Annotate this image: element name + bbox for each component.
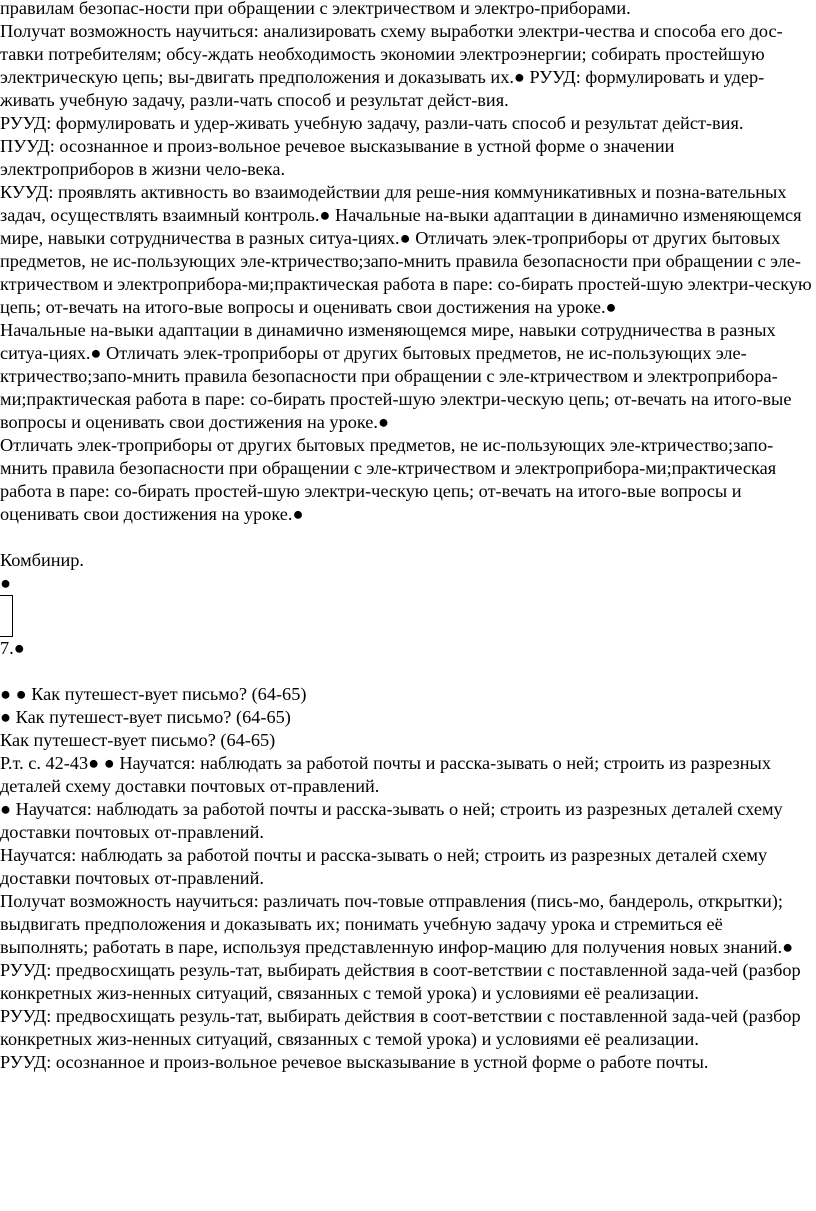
paragraph: РУУД: предвосхищать резуль-тат, выбирать действия в соот-ветствии с поставленной зада-чей (разбор конкретных жиз-ненных ситуаций, связанных с темой урока) и условиями её реализации. [0, 1006, 801, 1049]
lesson-type: Комбинир. [0, 550, 85, 570]
paragraph: РУУД: осознанное и произ-вольное речевое высказывание в устной форме о работе почты. [0, 1052, 709, 1072]
paragraph: Получат возможность научиться: различать поч-товые отправления (пись-мо, бандероль, открытки); выдвигать предположения и доказывать их; понимать учебную задачу урока и стремиться её выполнять; работать в паре, используя представленную инфор-мацию для получения новых знаний.● РУУД: предвосхищать резуль-тат, выбирать действия в соот-ветствии с поставленной зада-чей (разбор конкретных жиз-ненных ситуаций, связанных с темой урока) и условиями её реализации. [0, 891, 801, 1003]
paragraph: ● Научатся: наблюдать за работой почты и расска-зывать о ней; строить из разрезных деталей схему доставки почтовых от-правлений. [0, 799, 783, 842]
paragraph: Начальные на-выки адаптации в динамично изменяющемся мире, навыки сотрудничества в разных ситуа-циях.● Отличать элек-троприборы от других бытовых предметов, не ис-пользующих эле-ктричество;запо-мнить правила безопасности при обращении с эле-ктричеством и электроприбора-ми;практическая работа в паре: со-бирать простей-шую электри-ческую цепь; от-вечать на итого-вые вопросы и оценивать свои достижения на уроке.● [0, 320, 792, 432]
bullet-marker: ● [0, 573, 12, 593]
paragraph: Научатся: наблюдать за работой почты и расска-зывать о ней; строить из разрезных деталей схему доставки почтовых от-правлений. [0, 845, 768, 888]
lesson-number: 7.● [0, 638, 25, 658]
topic-line: ● Как путешест-вует письмо? (64-65) [0, 707, 291, 727]
paragraph: РУУД: формулировать и удер-живать учебную задачу, разли-чать способ и результат дейст-вия. [0, 113, 744, 133]
blank-line [0, 526, 812, 549]
table-cell-fragment [0, 595, 13, 637]
topic-line: ● ● Как путешест-вует письмо? (64-65) [0, 684, 307, 704]
paragraph: Р.т. с. 42-43● ● Научатся: наблюдать за работой почты и расска-зывать о ней; строить из разрезных деталей схему доставки почтовых от-правлений. [0, 753, 771, 796]
paragraph: ПУУД: осознанное и произ-вольное речевое высказывание в устной форме о значении электроприборов в жизни чело-века. [0, 136, 675, 179]
topic-line: Как путешест-вует письмо? (64-65) [0, 730, 276, 750]
paragraph: Получат возможность научиться: анализировать схему выработки электри-чества и способа его дос-тавки потребителям; обсу-ждать необходимость экономии электроэнергии; собирать простейшую электрическую цепь; вы-двигать предположения и доказывать их.● РУУД: формулировать и удер-живать учебную задачу, разли-чать способ и результат дейст-вия. [0, 21, 783, 110]
paragraph: КУУД: проявлять активность во взаимодействии для реше-ния коммуникативных и позна-вательных задач, осуществлять взаимный контроль.● Начальные на-выки адаптации в динамично изменяющемся мире, навыки сотрудничества в разных ситуа-циях.● Отличать элек-троприборы от других бытовых предметов, не ис-пользующих эле-ктричество;запо-мнить правила безопасности при обращении с эле-ктричеством и электроприбора-ми;практическая работа в паре: со-бирать простей-шую электри-ческую цепь; от-вечать на итого-вые вопросы и оценивать свои достижения на уроке.● [0, 182, 812, 317]
blank-line [0, 660, 812, 683]
paragraph: правилам безопас-ности при обращении с электричеством и электро-приборами. [0, 0, 631, 18]
paragraph: Отличать элек-троприборы от других бытовых предметов, не ис-пользующих эле-ктричество;запо-мнить правила безопасности при обращении с эле-ктричеством и электроприбора-ми;практическая работа в паре: со-бирать простей-шую электри-ческую цепь; от-вечать на итого-вые вопросы и оценивать свои достижения на уроке.● [0, 435, 777, 524]
